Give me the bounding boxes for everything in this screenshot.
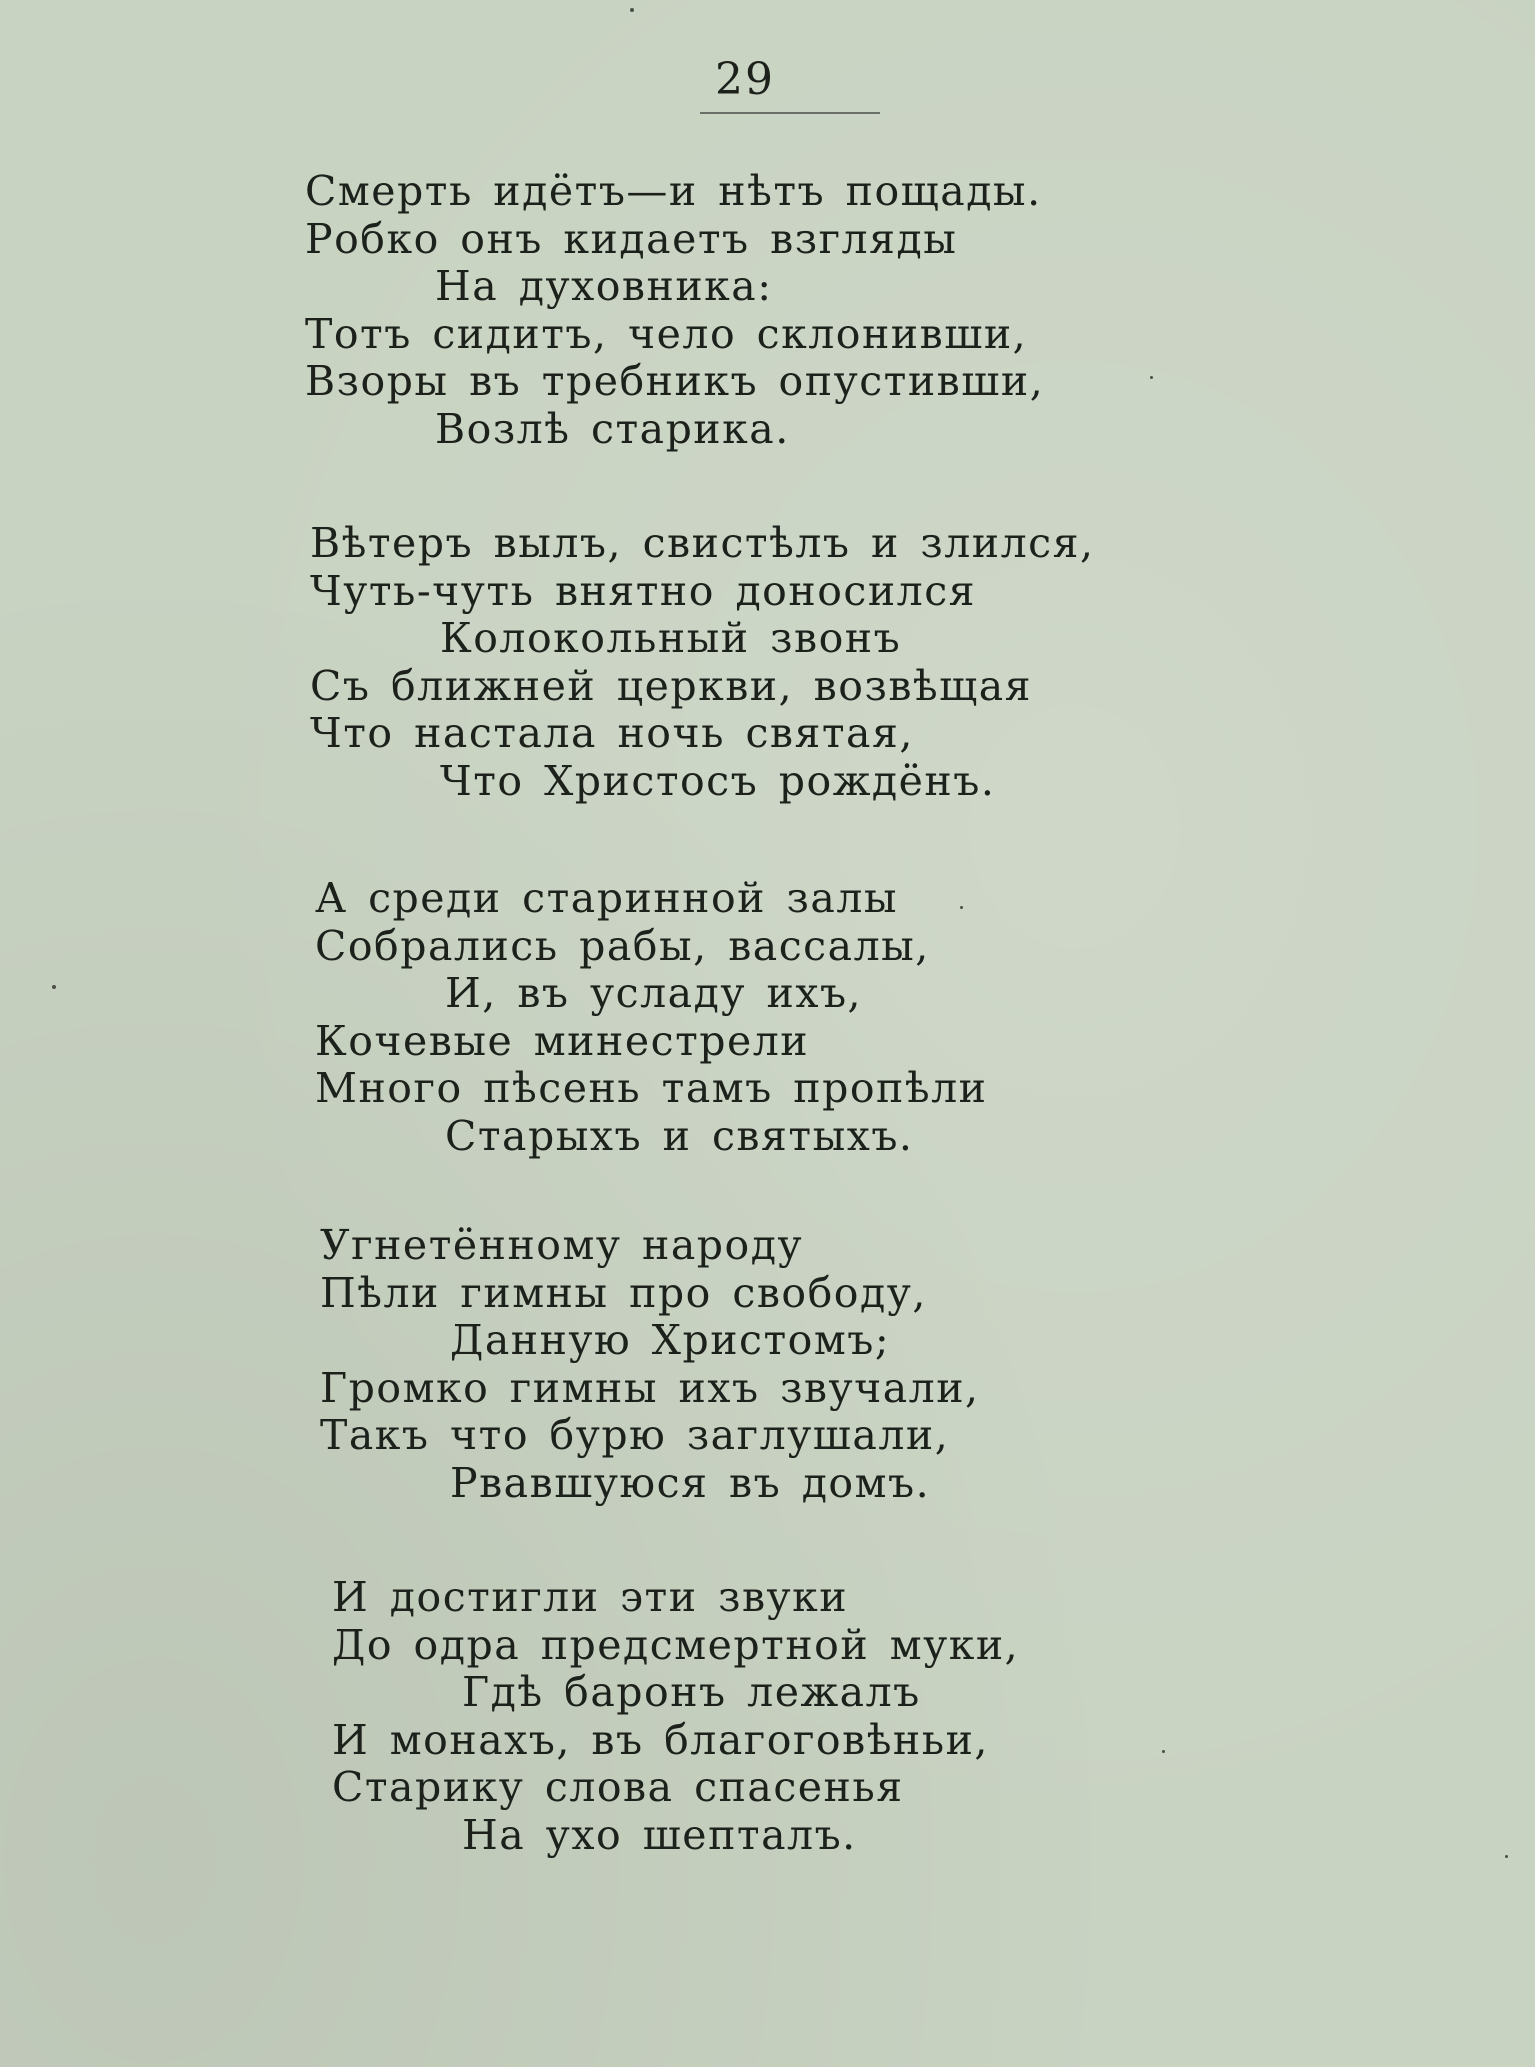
verse-line: Колокольный звонъ <box>440 614 902 662</box>
verse-line: И, въ усладу ихъ, <box>445 969 863 1017</box>
verse-line: Кочевые минестрели <box>315 1016 810 1065</box>
verse-line: Громко гимны ихъ звучали, <box>320 1363 980 1412</box>
paper-speck <box>960 906 963 909</box>
verse-line: Гдѣ баронъ лежалъ <box>462 1668 921 1716</box>
verse-line: На духовника: <box>435 262 773 310</box>
verse-line: И монахъ, въ благоговѣньи, <box>332 1715 989 1764</box>
verse-line: Много пѣсень тамъ пропѣли <box>315 1064 988 1112</box>
stanza <box>315 875 1215 1160</box>
verse-line: Взоры въ требникъ опустивши, <box>305 357 1045 405</box>
verse-line: Такъ что бурю заглушали, <box>320 1411 950 1459</box>
stanza <box>332 1574 1232 1859</box>
verse-line: Угнетённому народу <box>320 1221 804 1269</box>
verse-line: На ухо шепталъ. <box>462 1810 857 1859</box>
verse-line: Старику слова спасенья <box>332 1763 904 1811</box>
verse-line: Чуть-чуть внятно доносился <box>310 566 977 615</box>
verse-line: Робко онъ кидаетъ взгляды <box>305 214 958 263</box>
header-rule <box>700 112 880 114</box>
verse-line: Что Христосъ рождёнъ. <box>440 756 996 805</box>
verse-line: А среди старинной залы <box>315 874 898 922</box>
paper-speck <box>1162 1750 1165 1753</box>
verse-line: Пѣли гимны про свободу, <box>320 1268 927 1317</box>
verse-line: Старыхъ и святыхъ. <box>445 1111 914 1160</box>
verse-line: До одра предсмертной муки, <box>332 1620 1020 1669</box>
stanza <box>310 520 1210 805</box>
verse-line: Возлѣ старика. <box>435 404 790 453</box>
verse-line: Тотъ сидитъ, чело склонивши, <box>305 309 1028 358</box>
verse-line: Съ ближней церкви, возвѣщая <box>310 661 1033 710</box>
verse-line: Собрались рабы, вассалы, <box>315 921 930 970</box>
verse-line: Вѣтеръ вылъ, свистѣлъ и злился, <box>310 519 1095 567</box>
verse-line: И достигли эти звуки <box>332 1573 849 1621</box>
paper-speck <box>1150 376 1153 379</box>
paper-speck <box>1505 1855 1508 1858</box>
stanza <box>320 1222 1220 1507</box>
paper-speck <box>630 8 634 12</box>
verse-line: Рвавшуюся въ домъ. <box>450 1458 931 1507</box>
page-number: 29 <box>715 54 775 105</box>
paper-speck <box>52 985 56 989</box>
verse-line: Смерть идётъ—и нѣтъ пощады. <box>305 167 1042 215</box>
stanza <box>305 168 1205 453</box>
verse-line: Что настала ночь святая, <box>310 709 914 757</box>
verse-line: Данную Христомъ; <box>450 1316 891 1364</box>
